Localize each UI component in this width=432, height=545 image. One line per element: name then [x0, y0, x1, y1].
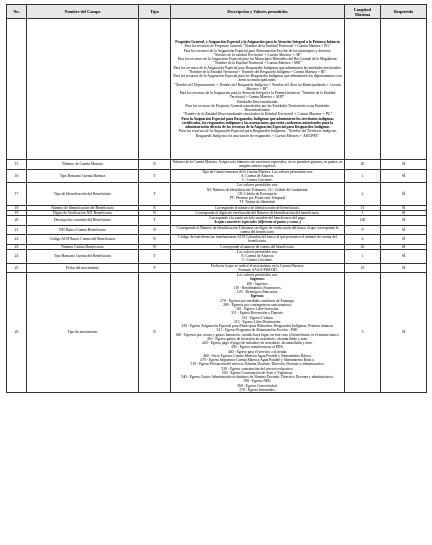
description-line: Propósito General, y Asignación Especial y la Asignación para la Atención Integral a la Primera Infancia — [175, 40, 340, 45]
cell-field-name: Fecha del movimiento — [27, 263, 139, 273]
cell-no: 20 — [7, 216, 27, 226]
description-line: 360 - Egresos por costos y gastos bancarios, cuando haya lugar, en este caso el beneficiario es el mismo banco. — [175, 332, 340, 337]
cell-required: SÍ — [381, 210, 427, 215]
cell-max-length: 1 — [345, 210, 381, 215]
description-line: 410 - Egreso gastos de inversión en acueducto, alcantarillado y aseo. — [206, 336, 309, 341]
description-line: 110 - Rendimientos Financieros. — [233, 285, 282, 290]
cell-required: SÍ — [381, 205, 427, 210]
description-line: Código de transferencias interbancarias ACH Colombia del banco al que pertenece el número de cuenta del beneficiario. — [178, 235, 337, 244]
description-line: Para los recursos de la Asignación Especial para los Resguardos Indígenas que administren los departamentos con áreas no municipalizadas: — [173, 74, 342, 83]
cell-max-length: 15 — [345, 205, 381, 210]
cell-description — [171, 160, 345, 170]
cell-no: 22 — [7, 235, 27, 245]
cell-no: 24 — [7, 249, 27, 263]
description-line: CE: Cédula de Extranjería. — [237, 191, 278, 196]
description-line: Formato AAAA-MM-DD — [238, 267, 277, 272]
description-line: Entidades Descentralizadas — [237, 99, 278, 104]
description-line: NI: Número de Identificación Tributaria, CC: Cédula de Ciudadanía. — [206, 187, 309, 192]
cell-required: SÍ — [381, 263, 427, 273]
description-line: Para los recursos de Propósito General transferidos por las Entidades Territoriales a sus Entidades Descentralizadas: — [185, 103, 330, 113]
cell-type — [139, 19, 171, 160]
description-line: Acepta caracteres especiales (diferente al punto y coma ;) — [213, 220, 302, 225]
cell-max-length: 4 — [345, 235, 381, 245]
description-line: Para los recursos de la Asignación Especial para Alimentación Escolar de los municipios y distritos: — [183, 48, 332, 53]
description-line: 460 - Otros Egresos Cuenta Maestra Agua Potable y Saneamiento Básico. — [203, 353, 312, 358]
cell-field-name: Tipo de movimiento — [27, 273, 139, 393]
table-header-row — [7, 5, 427, 19]
description-line: 530 - Egreso Contratación de Aseo y Vigilancia. — [221, 370, 294, 375]
description-line: 440 - Egreso para el servicio a la deuda. — [227, 349, 288, 354]
cell-no: 16 — [7, 169, 27, 183]
cell-description — [171, 210, 345, 215]
description-line: Corresponde al Número de Identificación Tributaria sin dígito de verificación del banco al que corresponde la cuenta del beneficiario. — [176, 225, 339, 234]
cell-field-name: Número de Cuenta Maestra — [27, 160, 139, 170]
description-line: 510 - Egreso Prestación del servicio Nómina Docente, Directivo Docente y administrativo. — [190, 362, 325, 367]
cell-required: SÍ — [381, 183, 427, 205]
cell-field-name — [27, 19, 139, 160]
table-row — [7, 263, 427, 273]
cell-type: N — [139, 160, 171, 170]
header-max-length: Longitud Máxima — [345, 5, 381, 19]
table-row — [7, 235, 427, 245]
cell-required: SÍ — [381, 216, 427, 226]
cell-max-length: 1 — [345, 169, 381, 183]
cell-no: 17 — [7, 183, 27, 205]
cell-type: F — [139, 263, 171, 273]
description-line: 520 - Egreso contratación del servicio educativo. — [221, 366, 294, 371]
description-line: 430 - Egreso transferencias al PDA. — [230, 345, 285, 350]
cell-no: 18 — [7, 205, 27, 210]
table-row — [7, 273, 427, 393]
cell-max-length: 2 — [345, 183, 381, 205]
cell-field-name: Descripción o nombre del Beneficiario — [27, 216, 139, 226]
description-line: 540 - Egreso Gastos Administrativos distintos de Nómina Docente, Directivo Docente y administrativo. — [180, 375, 334, 379]
table-row — [7, 249, 427, 263]
field-spec-table — [6, 4, 427, 393]
cell-type: N — [139, 244, 171, 249]
cell-description — [171, 183, 345, 205]
cell-required: SÍ — [381, 169, 427, 183]
cell-max-length: 140 — [345, 216, 381, 226]
cell-description — [171, 249, 345, 263]
cell-type: N — [139, 205, 171, 210]
cell-max-length: 1 — [345, 249, 381, 263]
cell-no: 25 — [7, 263, 27, 273]
description-line: Para la Asignación Especial para Resguardos Indígenas que administren los territorios indígenas certificados, los resguardos indígenas y las asociaciones que estén conformes autorizados para la administración directa de los recursos de la Asignación Especial para Resguardos Indígenas — [181, 116, 334, 130]
cell-required: SÍ — [381, 244, 427, 249]
description-line: 320 - Egreso Asignación Especial para Municipios Ribereños, Resguardos Indígenas, Primera infancia. — [181, 324, 334, 328]
table-row-intro — [7, 19, 427, 160]
description-line: 120 - Reintegros Bancarios. — [236, 290, 279, 294]
description-line: 321 - Egreso Programa de Alimentación Escolar - PAE. — [216, 328, 299, 333]
table-row — [7, 225, 427, 235]
description-line: "Nombre de la Entidad Descentralizada vinculada a la Entidad Territorial + Cuenta Maestra + PG" — [182, 112, 333, 117]
description-line: Para los recursos de la Asignación Especial para Resguardos Indígenas que administren las entidades territoriales: "Nombre de la Entidad Territorial + Nombre del Resguardo Indígena + Cuenta Maestra + RI". — [173, 65, 342, 74]
cell-required: SÍ — [381, 225, 427, 235]
cell-required — [381, 19, 427, 160]
cell-no: 15 — [7, 160, 27, 170]
description-line: 310 - Egreso Libre Inversión. — [235, 307, 280, 311]
table-row — [7, 216, 427, 226]
description-line: Para los recursos de la Asignación para la Atención Integral a la Primera Infancia: "Nombre de la Entidad Territorial + Cuenta Maestra + AIPI". — [179, 91, 336, 100]
cell-description — [171, 169, 345, 183]
cell-type: N — [139, 235, 171, 245]
description-line: Los valores permitidos son: — [237, 273, 278, 277]
cell-field-name: NIT Banco Cuenta Beneficiario — [27, 225, 139, 235]
description-line: 311 - Egreso Recreación y Deporte. — [231, 311, 284, 316]
description-line: A: Cuenta de Ahorros. — [240, 173, 275, 178]
cell-field-name: Número de Identificación del Beneficiario — [27, 205, 139, 210]
description-line: C: Cuenta Corriente. — [242, 178, 273, 182]
header-type: Tipo — [139, 5, 171, 19]
cell-max-length: 20 — [345, 160, 381, 170]
cell-type: T — [139, 183, 171, 205]
header-required: Requerido — [381, 5, 427, 19]
cell-type: N — [139, 210, 171, 215]
description-line: Para los recursos de Propósito General: "Nombre de la Entidad Territorial + Cuenta Maestra + PG" — [184, 44, 331, 49]
description-line: Número de la Cuenta Maestra. Acepta solo números sin caracteres especiales, no se permiten guiones, ni puntos, ni ningún carácter especial. — [172, 160, 343, 169]
cell-required: SÍ — [381, 273, 427, 393]
cell-no: 21 — [7, 225, 27, 235]
description-line: Corresponde al número de identificación del beneficiario. — [214, 205, 301, 210]
table-row — [7, 205, 427, 210]
cell-required: SÍ — [381, 235, 427, 245]
cell-max-length: 3 — [345, 273, 381, 393]
description-line: 470 - Egreso Impuestos Cuenta Maestra Agua Potable y Saneamiento Básico. — [200, 358, 315, 362]
table-row — [7, 160, 427, 170]
cell-description — [171, 225, 345, 235]
description-line: Corresponde al número de cuenta del beneficiario. — [220, 244, 295, 249]
description-line: PT: Permiso por Protección Temporal — [229, 196, 286, 200]
cell-max-length: 9 — [345, 225, 381, 235]
description-line: Corresponde a la razón social o nombre del beneficiario del pago. — [209, 216, 306, 220]
description-line: Para los recursos de la Asignación Especial para los Municipios Ribereños del Río Grande de la Magdalena: "Nombre de la Entidad Territorial + Cuenta Maestra + MR" — [177, 57, 338, 66]
cell-type: N — [139, 225, 171, 235]
cell-field-name: Número Cuenta Beneficiario — [27, 244, 139, 249]
description-line: 550 - Egreso NEE. — [243, 379, 272, 384]
description-line: TI: Tarjeta de Identidad. — [239, 200, 276, 205]
table-row — [7, 183, 427, 205]
cell-no — [7, 19, 27, 160]
description-line: Tipo de Cuenta bancaria de la Cuenta Maestra. Los valores permitidos son: — [202, 169, 313, 174]
cell-description — [171, 235, 345, 245]
cell-field-name: Tipo Bancario Cuenta del Beneficiario — [27, 249, 139, 263]
description-line: Para los recursos de la Asignación Especial para Resguardos Indígenas: "Nombre del Territorio Indígena, Resguardo Indígena o la asociación de resguardos + Cuenta Maestra + ASIGPRI". — [178, 129, 337, 138]
cell-description — [171, 273, 345, 393]
description-line: 420 - Egreso pago el pago de subsidios en acueducto, alcantarillado y aseo. — [202, 341, 313, 345]
cell-description — [171, 19, 345, 160]
description-line: Corresponde al dígito de verificación del Número de Identificación del beneficiario. — [195, 210, 320, 215]
cell-max-length: 10 — [345, 263, 381, 273]
description-line: 270 - Egresos por medidas cautelares de Embargo. — [220, 298, 295, 303]
cell-field-name: Dígito de Verificación NIT Beneficiario — [27, 210, 139, 215]
cell-no: 19 — [7, 210, 27, 215]
cell-field-name: Código ACH Banco Cuenta del Beneficiario — [27, 235, 139, 245]
description-line: 313 - Egreso Libre Destinación. — [233, 319, 282, 324]
description-line: Egresos: — [250, 294, 265, 299]
header-description: Descripción y Valores permitidos — [171, 5, 345, 19]
cell-type: T — [139, 216, 171, 226]
description-line: 560 - Egreso Conectividad. — [237, 383, 278, 388]
cell-max-length — [345, 19, 381, 160]
description-line: 280 - Egresos por contingencias sancionatoria. — [223, 302, 292, 307]
cell-required: SÍ — [381, 249, 427, 263]
cell-description — [171, 263, 345, 273]
header-field-name: Nombre del Campo — [27, 5, 139, 19]
cell-type: N — [139, 273, 171, 393]
cell-no: 23 — [7, 244, 27, 249]
description-line: 312 - Egreso Cultura. — [241, 315, 274, 320]
description-line: A: Cuenta de Ahorros. — [240, 254, 275, 258]
header-no: No. — [7, 5, 27, 19]
description-line: "Nombre de la entidad Territorial + Cuenta Maestra + AE" — [213, 52, 302, 57]
description-line: "Nombre del Departamento + Nombre del Resguardo Indígena + Nombre del Área no Municipalizada + Cuenta Maestra + RI". — [174, 82, 341, 91]
cell-field-name: Tipo de Identificación del Beneficiario — [27, 183, 139, 205]
description-line: Ingresos: — [250, 277, 265, 282]
description-line: Fecha en la que se realizó el movimiento en la Cuenta Maestra. — [210, 263, 305, 268]
description-line: C: Cuenta Corriente. — [242, 258, 273, 263]
description-line: Los valores permitidos son: — [237, 249, 278, 254]
cell-field-name: Tipo Bancario Cuenta Maestra — [27, 169, 139, 183]
cell-description — [171, 216, 345, 226]
description-line: Los valores permitidos son: — [237, 183, 278, 188]
description-line: 100 - Ingresos. — [246, 281, 269, 286]
description-line: 570 - Egreso Internados. — [239, 387, 276, 392]
cell-type: T — [139, 169, 171, 183]
cell-max-length: 20 — [345, 244, 381, 249]
cell-no: 26 — [7, 273, 27, 393]
table-row — [7, 169, 427, 183]
cell-required: SÍ — [381, 160, 427, 170]
cell-type: T — [139, 249, 171, 263]
